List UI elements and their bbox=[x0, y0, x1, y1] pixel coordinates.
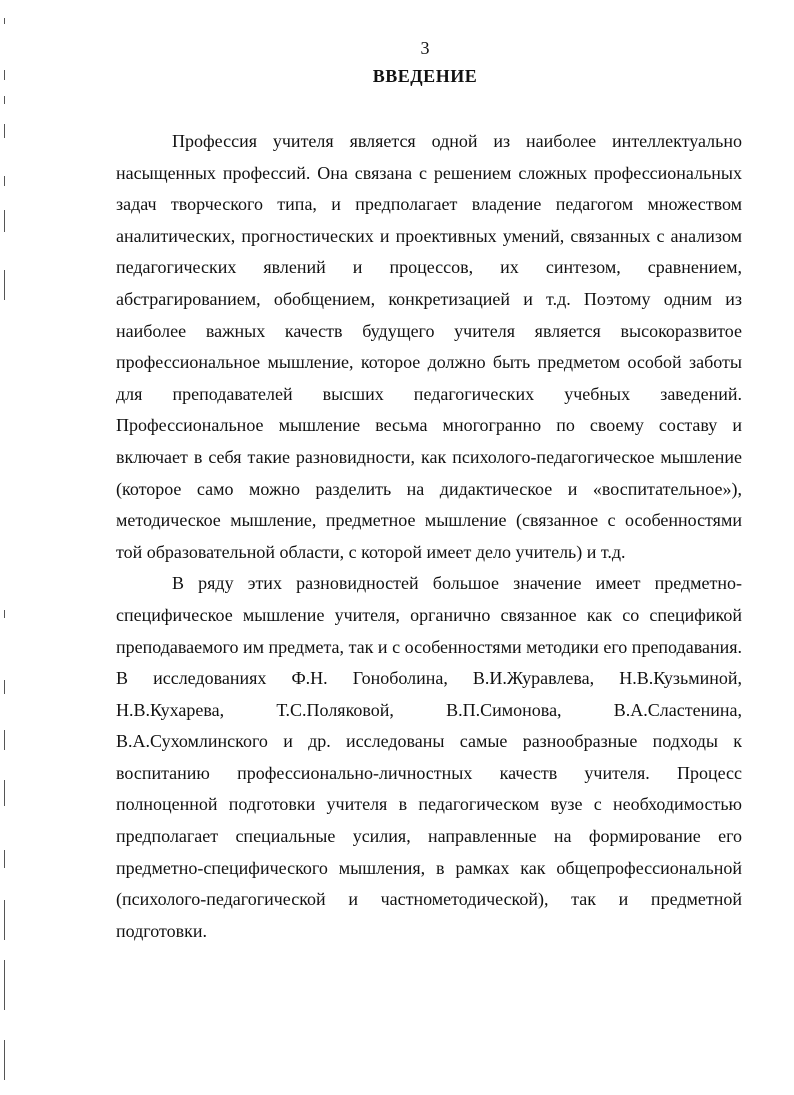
paragraph-2: В ряду этих разновидностей большое значение имеет предметно-специфическое мышление учителя, органично связанное как со спецификой преподаваемого им предмета, так и с особенностями методики его преподавания. В исследованиях Ф.Н. Гоноболина, В.И.Журавлева, Н.В.Кузьминой, Н.В.Кухарева, Т.С.Поляковой, В.П.Симонова, В.А.Сластенина, В.А.Сухомлинского и др. исследованы самые разнообразные подходы к воспитанию профессионально-личностных качеств учителя. Процесс полноценной подготовки учителя в педагогическом вузе с необходимостью предполагает специальные усилия, направленные на формирование его предметно-специфического мышления, в рамках как общепрофессиональной (психолого-педагогической и частнометодической), так и предметной подготовки. bbox=[116, 573, 742, 941]
scan-edge-marks bbox=[4, 0, 12, 1095]
page-number: 3 bbox=[420, 38, 430, 58]
section-heading: ВВЕДЕНИЕ bbox=[372, 66, 478, 86]
paragraph-1: Профессия учителя является одной из наиболее интеллектуально насыщенных профессий. Она связана с решением сложных профессиональных задач творческого типа, и предполагает владение педагогом множеством аналитических, прогностических и проективных умений, связанных с анализом педагогических явлений и процессов, их синтезом, сравнением, абстрагированием, обобщением, конкретизацией и т.д. Поэтому одним из наиболее важных качеств будущего учителя является высокоразвитое профессиональное мышление, которое должно быть предметом особой заботы для преподавателей высших педагогических учебных заведений. Профессиональное мышление весьма многогранно по своему составу и включает в себя такие разновидности, как психолого-педагогическое мышление (которое само можно разделить на дидактическое и «воспитательное»), методическое мышление, предметное мышление (связанное с особенностями той образовательной области, с которой имеет дело учитель) и т.д. bbox=[116, 131, 742, 562]
body-text bbox=[116, 126, 742, 947]
